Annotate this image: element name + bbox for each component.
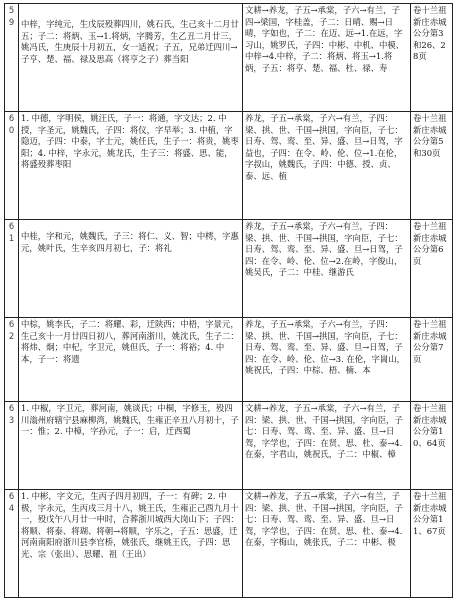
lineage-text: 文耕→养龙，子五→承棠，子六→有兰，子四：梁、拱、世、千国→拱国，字向臣，子七：日寿、驾、鸾、至、异、盛、旦→日驾，字学也，子四：在贤、思、杜、泰→4. 在泰，字梅山，姚张氏，子二：中彬、极 — [245, 491, 403, 548]
lineage-chain — [243, 318, 411, 402]
source-reference: 卷十兰祖新庄赤城公分第3和26、28页 — [411, 4, 453, 112]
person-description — [19, 318, 243, 402]
person-description — [19, 220, 243, 318]
lineage-chain — [243, 490, 411, 598]
person-description — [19, 4, 243, 112]
lineage-text: 养龙，子五→承棠，子六→有兰，子四：梁、拱、世、千国→拱国，字向臣，子七：日寿、驾、鸾、至、异、盛、旦→日驾，字益也，子四：在令、岭、伦、位→1.在伦，字叔山，姚魏氏，子四：中德、授、贞、泰、远、植 — [245, 113, 403, 181]
description-text: 1. 中德，字明侯，姚汪氏，子一：将通，字文达；2. 中授，字圣元，姚魏氏，子四：将仪，字早举；3. 中植，字隐迈，子四：中泰，字士元，姚任氏，生子一：将贵，姚枣阳；4. 中梓，字永元，姚龙氏，生子三：将盛、思、能，将盛殁葬枣阳 — [21, 113, 239, 170]
row-number: 63 — [5, 402, 19, 490]
lineage-chain — [243, 402, 411, 490]
table-row — [5, 402, 453, 490]
description-text: 中棕，姚李氏，子二：将耀、彩，迁陕西；中梧，字景元，生己亥十一月廿四日初八，葬河南浙川，姚沈氏，生子二：将炜、炯；中杞，字卫元，姚但氏，子一：将裕；4. 中本，子一：将遗 — [21, 319, 239, 364]
lineage-chain — [243, 220, 411, 318]
source-reference: 卷十兰祖新庄赤城公分第6页 — [411, 220, 453, 318]
description-text: 中桂，字和元，姚魏氏，子三：将仁、义、智；中樗，字惠元，姚叶氏，生辛亥四月初七，子：将礼 — [21, 231, 239, 253]
lineage-text: 文耕→养龙，子五→承棠，子六→有兰，子四→梁国，字桂盖，子二：日晴、赐→日晴，字如也，子二：在迈、远→1.在远，字习山，姚罗氏，子四：中彬、中机、中模、中梓→4.中梓，子二：将炳、将玉→1.将炳，子五：将亨、楚、福、杜、禄、寿 — [245, 5, 405, 73]
lineage-text: 文耕→养龙，子五→承棠，子六→有兰，子四：梁、拱、世、千国→拱国，字向臣，子七：日寿、驾、鸾、至、异、盛、旦→日驾，字学也，子四：在贤、思、杜、泰→4. 在泰，字君山，姚祝氏，子二：中椒、樟 — [245, 403, 403, 460]
person-description — [19, 490, 243, 598]
genealogy-table — [4, 3, 453, 598]
lineage-text: 养龙，子五→承棠，子六→有兰，子四：梁、拱、世、千国→拱国，字向臣，子七：日寿、驾、鸾、至、异、盛、旦→日驾，子四：在令、岭、伦、位→3. 在伦，字崗山，姚祝氏，子四：中棕、梧、楠、本 — [245, 319, 406, 376]
row-number: 61 — [5, 220, 19, 318]
person-description — [19, 402, 243, 490]
table-row — [5, 4, 453, 112]
row-number: 64 — [5, 490, 19, 598]
source-reference: 卷十兰祖新庄赤城公分第7页 — [411, 318, 453, 402]
description-text: 1. 中椒，字卫元，葬河南，姚谈氏；中桐，字修玉，殁四川滃州府辖宁县麻柳湾，姚魏氏，生雍正辛丑八月初十，子一：惟；2. 中樟，字孙元，子一：启，迁西蜀 — [21, 403, 239, 437]
source-reference: 卷十兰祖新庄赤城公分第11、67页 — [411, 490, 453, 598]
lineage-text: 养龙，子五→承棠，子六→有兰，子四：梁、拱、世、千国→拱国，字向臣，子七：日寿、驾、鸾、至、异、盛、旦→日驾，子四：在令、岭、伦、位→2.在岭，字俊山，姚吴氏，子二：中桂、继游氏 — [245, 221, 403, 278]
table-row — [5, 220, 453, 318]
source-reference: 卷十兰祖新庄赤城公分第5和30页 — [411, 112, 453, 220]
description-text: 中梓，字纯元，生戊辰殁葬四川，姚石氏，生己亥十二月廿五；子二：将炳、玉→1.将炳，字腾芳，生乙丑二月廿三，姚冯氏，生庚辰十月初五，女一适祝；子五，兄弟迁四川→子亨、楚、福、禄及思高（将亨之子）葬当阳 — [21, 19, 239, 64]
row-number: 60 — [5, 112, 19, 220]
description-text: 1. 中彬，字文元，生丙子四月初四，子一：有碑；2. 中极，字永元，生丙戌三月十八，姚王氏，生雍正己酉九月十一，殁戊午八月廿一申时，合葬浙川城西大岗山下；子四：将顺、将泰、将瑚、将朝→将顺，字乐之，子五：思盛，迁河南南阳府浙川县李官桥，姚张氏，继姚王氏，子四：思光、宗（张出）、思耀、祖（王出） — [21, 491, 239, 559]
table-row — [5, 318, 453, 402]
lineage-chain — [243, 112, 411, 220]
lineage-chain — [243, 4, 411, 112]
source-reference: 卷十兰祖新庄赤城公分第10、64页 — [411, 402, 453, 490]
row-number: 62 — [5, 318, 19, 402]
table-row — [5, 490, 453, 598]
table-row — [5, 112, 453, 220]
row-number: 59 — [5, 4, 19, 112]
person-description — [19, 112, 243, 220]
